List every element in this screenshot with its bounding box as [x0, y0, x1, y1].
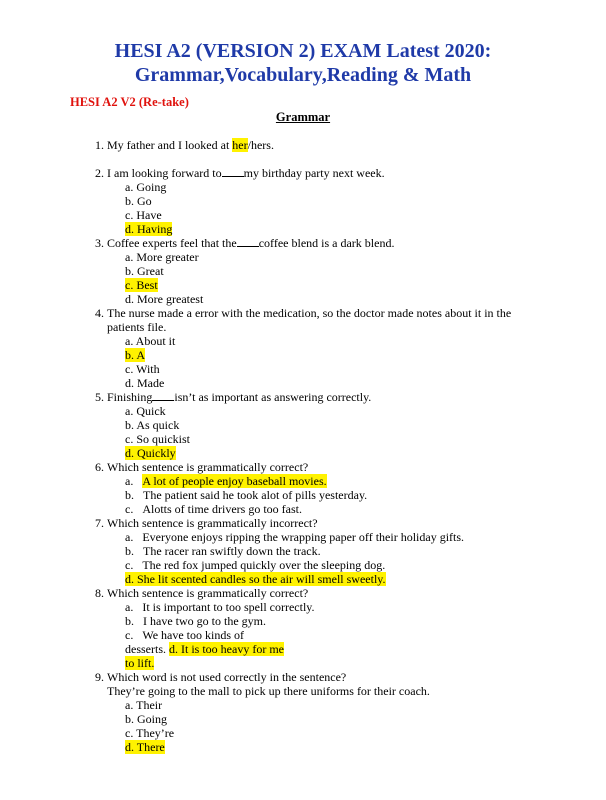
option-letter: a.: [125, 600, 134, 614]
question-text: my birthday party next week.: [243, 166, 385, 180]
question-text: I am looking forward to: [107, 166, 222, 180]
highlighted-answer: c. Best: [125, 278, 158, 292]
question-4-text-continued: patients file.: [107, 320, 167, 334]
option-letter: b.: [125, 614, 134, 628]
exam-subtitle: HESI A2 V2 (Re-take): [70, 95, 189, 109]
option: d. Made: [125, 376, 165, 390]
question-text: Finishing: [107, 390, 153, 404]
option: d. More greatest: [125, 292, 204, 306]
option: [125, 628, 244, 642]
option-letter: a.: [125, 530, 134, 544]
option: [125, 544, 321, 558]
option: b. Great: [125, 264, 164, 278]
question-8-text: Which sentence is grammatically correct?: [107, 586, 309, 600]
highlighted-answer: A lot of people enjoy baseball movies.: [142, 474, 327, 488]
option: c. So quickist: [125, 432, 190, 446]
option: [125, 600, 315, 614]
question-9-text: Which word is not used correctly in the sentence?: [107, 670, 347, 684]
option: a. Their: [125, 698, 163, 712]
option-answer: [125, 278, 158, 292]
option-answer: [125, 740, 165, 754]
option: c. They’re: [125, 726, 175, 740]
option: c. With: [125, 362, 160, 376]
question-number: 3.: [95, 236, 104, 250]
option: a. More greater: [125, 250, 199, 264]
option-text: The red fox jumped quickly over the sleeping dog.: [142, 558, 386, 572]
highlighted-answer: d. There: [125, 740, 165, 754]
option: [125, 530, 464, 544]
highlighted-answer: d. Having: [125, 222, 173, 236]
option: a. Quick: [125, 404, 166, 418]
highlighted-answer: d. Quickly: [125, 446, 176, 460]
option-wrapped: [125, 642, 284, 656]
option-text: Alotts of time drivers go too fast.: [142, 502, 302, 516]
option-letter: c.: [125, 628, 134, 642]
question-3-text: [107, 236, 394, 250]
option: b. As quick: [125, 418, 180, 432]
highlighted-answer: d. It is too heavy for me: [169, 642, 284, 656]
highlighted-answer: to lift.: [125, 656, 155, 670]
document-title-line-1: HESI A2 (VERSION 2) EXAM Latest 2020:: [114, 40, 492, 62]
option-answer: [125, 474, 327, 488]
question-number: 2.: [95, 166, 104, 180]
option-text: It is important to too spell correctly.: [142, 600, 315, 614]
question-6-text: Which sentence is grammatically correct?: [107, 460, 309, 474]
option-answer: [125, 348, 145, 362]
question-2-text: [107, 166, 385, 180]
option: [125, 558, 385, 572]
option-text: The patient said he took alot of pills yesterday.: [143, 488, 368, 502]
option-answer: [125, 572, 386, 586]
question-number: 9.: [95, 670, 104, 684]
option-text: The racer ran swiftly down the track.: [143, 544, 321, 558]
question-number: 4.: [95, 306, 104, 320]
option: c. Have: [125, 208, 162, 222]
option-answer: [125, 446, 176, 460]
option: a. About it: [125, 334, 176, 348]
highlighted-answer: her: [232, 138, 248, 152]
option-text: desserts.: [125, 642, 169, 656]
question-7-text: Which sentence is grammatically incorrect?: [107, 516, 318, 530]
question-number: 7.: [95, 516, 104, 530]
document-title-line-2: Grammar,Vocabulary,Reading & Math: [134, 64, 472, 86]
question-number: 1.: [95, 138, 104, 152]
question-5-text: [107, 390, 371, 404]
option: [125, 502, 302, 516]
option-text: We have too kinds of: [142, 628, 245, 642]
option-answer-continued: [125, 656, 154, 670]
highlighted-answer: b. A: [125, 348, 146, 362]
option-text: Everyone enjoys ripping the wrapping paper off their holiday gifts.: [142, 530, 465, 544]
question-number: 5.: [95, 390, 104, 404]
option-answer: [125, 222, 172, 236]
blank-line: [237, 236, 259, 247]
question-4-text: The nurse made a error with the medication, so the doctor made notes about it in the: [107, 306, 512, 320]
question-number: 8.: [95, 586, 104, 600]
option: b. Going: [125, 712, 167, 726]
question-9-sentence: They’re going to the mall to pick up there uniforms for their coach.: [107, 684, 430, 698]
question-text: /hers.: [247, 138, 274, 152]
option: [125, 488, 367, 502]
question-number: 6.: [95, 460, 104, 474]
option-letter: b.: [125, 488, 134, 502]
option-text: I have two go to the gym.: [143, 614, 266, 628]
option: [125, 614, 266, 628]
highlighted-answer: d. She lit scented candles so the air will smell sweetly.: [125, 572, 386, 586]
question-text: isn’t as important as answering correctly.: [174, 390, 372, 404]
blank-line: [222, 166, 244, 177]
question-text: My father and I looked at: [107, 138, 233, 152]
option-letter: c.: [125, 558, 134, 572]
option: a. Going: [125, 180, 167, 194]
option-letter: a.: [125, 474, 134, 488]
question-text: coffee blend is a dark blend.: [258, 236, 395, 250]
option: b. Go: [125, 194, 152, 208]
option-letter: b.: [125, 544, 134, 558]
option-letter: c.: [125, 502, 134, 516]
section-heading: Grammar: [275, 110, 331, 124]
question-1-text: [107, 138, 274, 152]
blank-line: [152, 390, 174, 401]
question-text: Coffee experts feel that the: [107, 236, 237, 250]
